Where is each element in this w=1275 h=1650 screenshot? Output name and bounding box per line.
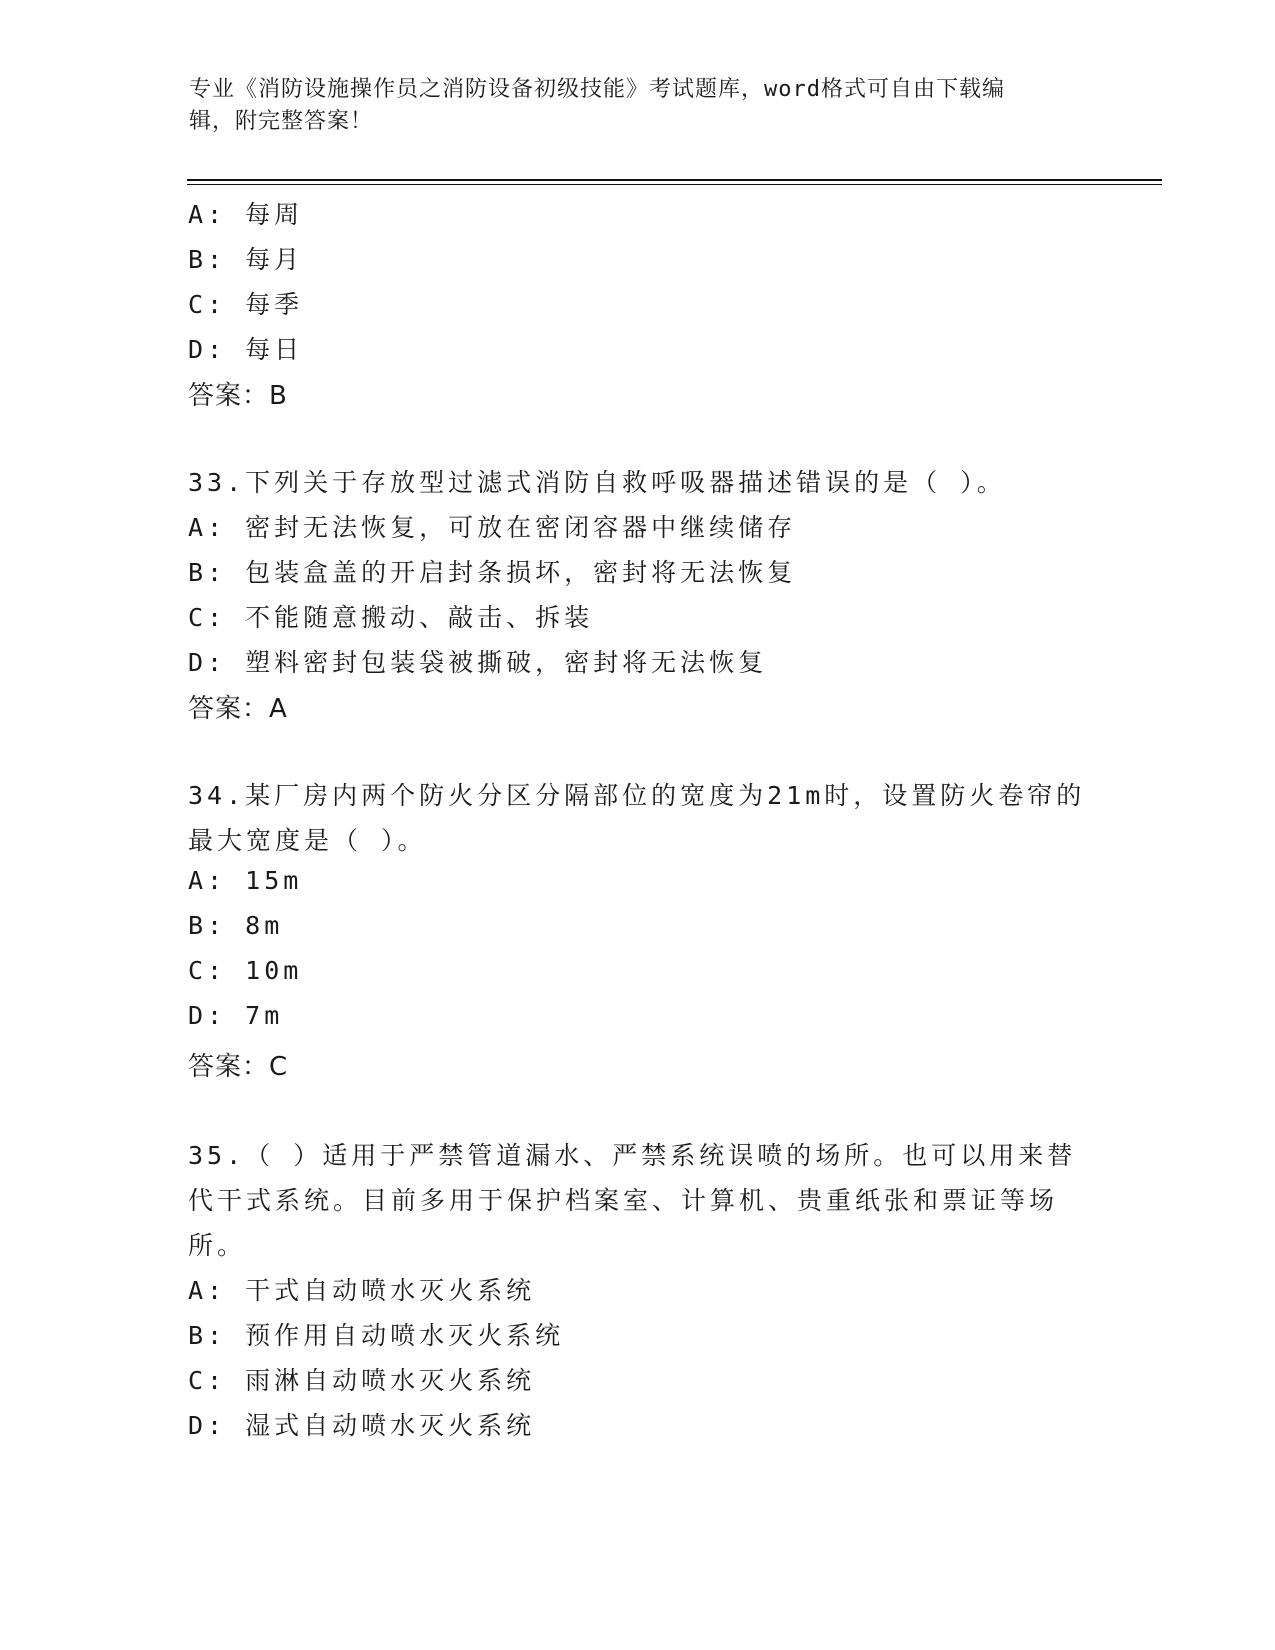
q33-stem: 33.下列关于存放型过滤式消防自救呼吸器描述错误的是（ ）。 — [188, 468, 1006, 497]
q35-stem-line-3: 所。 — [188, 1231, 247, 1260]
q33-option-a: A: 密封无法恢复，可放在密闭容器中继续储存 — [188, 513, 797, 542]
q34-option-b: B: 8m — [188, 911, 284, 940]
q34-option-c: C: 10m — [188, 956, 303, 985]
q32-option-a: A: 每周 — [188, 200, 304, 229]
q32-option-c: C: 每季 — [188, 290, 304, 319]
q32-answer: 答案：B — [188, 381, 288, 411]
q34-stem-line-2: 最大宽度是（ ）。 — [188, 826, 427, 855]
q35-stem-line-2: 代干式系统。目前多用于保护档案室、计算机、贵重纸张和票证等场 — [188, 1186, 1059, 1215]
header-divider — [187, 179, 1162, 181]
header-line-1: 专业《消防设施操作员之消防设备初级技能》考试题库，word格式可自由下载编 — [189, 77, 1005, 102]
q33-answer: 答案：A — [188, 694, 288, 724]
q34-answer: 答案：C — [188, 1052, 289, 1082]
q35-stem-line-1: 35.（ ）适用于严禁管道漏水、严禁系统误喷的场所。也可以用来替 — [188, 1141, 1077, 1170]
q32-option-b: B: 每月 — [188, 245, 304, 274]
header-divider-thin — [187, 184, 1162, 185]
q35-option-c: C: 雨淋自动喷水灭火系统 — [188, 1366, 536, 1395]
q34-option-d: D: 7m — [188, 1001, 284, 1030]
q35-option-b: B: 预作用自动喷水灭火系统 — [188, 1321, 565, 1350]
q34-stem-line-1: 34.某厂房内两个防火分区分隔部位的宽度为21m时，设置防火卷帘的 — [188, 781, 1086, 810]
q35-option-a: A: 干式自动喷水灭火系统 — [188, 1276, 536, 1305]
q35-option-d: D: 湿式自动喷水灭火系统 — [188, 1411, 536, 1440]
q33-option-b: B: 包装盒盖的开启封条损坏，密封将无法恢复 — [188, 558, 797, 587]
q32-option-d: D: 每日 — [188, 335, 304, 364]
header-line-2: 辑，附完整答案！ — [189, 109, 374, 134]
q33-option-d: D: 塑料密封包装袋被撕破，密封将无法恢复 — [188, 648, 768, 677]
q34-option-a: A: 15m — [188, 866, 303, 895]
q33-option-c: C: 不能随意搬动、敲击、拆装 — [188, 603, 594, 632]
document-header — [189, 74, 1089, 138]
